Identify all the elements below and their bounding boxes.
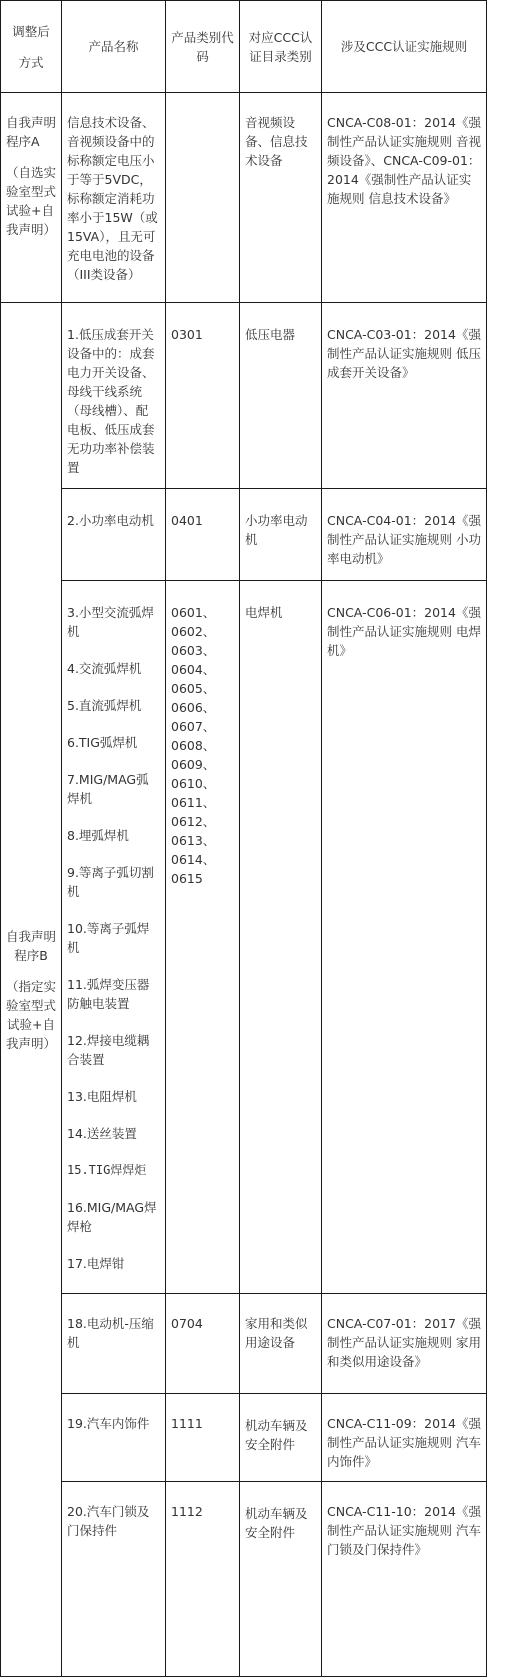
product-item: 5.直流弧焊机 — [67, 698, 142, 713]
code-item: 0610、 — [171, 776, 216, 791]
rule-cell: CNCA-C11-09：2014《强制性产品认证实施规则 汽车内饰件》 — [322, 1394, 487, 1482]
code-item: 0609、 — [171, 757, 216, 772]
mode-b-title: 自我声明程序B — [6, 928, 57, 963]
product-item: 17.电焊钳 — [67, 1256, 125, 1271]
code-item: 0607、 — [171, 719, 216, 734]
header-ccc-rule: 涉及CCC认证实施规则 — [322, 1, 487, 93]
category-cell: 低压电器 — [240, 303, 322, 489]
product-cell: 信息技术设备、音视频设备中的标称额定电压小于等于5VDC，标称额定消耗功率小于15W（或15VA），且无可充电电池的设备（III类设备） — [62, 93, 166, 303]
product-item: 13.电阻焊机 — [67, 1089, 137, 1104]
category-cell: 音视频设备、信息技术设备 — [240, 93, 322, 303]
product-item: 14.送丝装置 — [67, 1126, 137, 1141]
header-mode — [1, 1, 62, 93]
table-row — [1, 581, 487, 1294]
product-cell: 2.小功率电动机 — [62, 489, 166, 581]
rule-cell: CNCA-C08-01：2014《强制性产品认证实施规则 音视频设备》、CNCA-C09-01：2014《强制性产品认证实施规则 信息技术设备》 — [322, 93, 487, 303]
header-mode-line-1: 调整后 — [12, 23, 50, 39]
code-cell: 1112 — [166, 1482, 240, 1677]
code-item: 0612、 — [171, 814, 216, 829]
code-cell: 1111 — [166, 1394, 240, 1482]
table-row — [1, 1394, 487, 1482]
header-product-code: 产品类别代码 — [166, 1, 240, 93]
product-item: 12.焊接电缆耦合装置 — [67, 1033, 150, 1067]
category-cell: 机动车辆及安全附件 — [240, 1482, 322, 1677]
rule-cell: CNCA-C04-01：2014《强制性产品认证实施规则 小功率电动机》 — [322, 489, 487, 581]
code-item: 0611、 — [171, 795, 216, 810]
header-product-name: 产品名称 — [62, 1, 166, 93]
table-row — [1, 1294, 487, 1394]
mode-cell-b — [1, 303, 62, 1677]
code-item: 0614、 — [171, 852, 216, 867]
table-header-row — [1, 1, 487, 93]
product-item: 7.MIG/MAG弧焊机 — [67, 772, 149, 806]
table-row — [1, 303, 487, 489]
code-item: 0604、 — [171, 662, 216, 677]
category-cell: 小功率电动机 — [240, 489, 322, 581]
product-item: 16.MIG/MAG焊焊枪 — [67, 1200, 157, 1234]
product-item: 10.等离子弧焊机 — [67, 921, 150, 955]
rule-cell: CNCA-C07-01：2017《强制性产品认证实施规则 家用和类似用途设备》 — [322, 1294, 487, 1394]
mode-a-title: 自我声明程序A — [6, 115, 57, 149]
code-cell — [166, 581, 240, 1294]
table-row — [1, 489, 487, 581]
code-cell — [166, 93, 240, 303]
product-cell: 18.电动机-压缩机 — [62, 1294, 166, 1394]
product-item: 11.弧焊变压器防触电装置 — [67, 977, 150, 1011]
category-cell: 机动车辆及安全附件 — [240, 1394, 322, 1482]
header-mode-line-2: 方式 — [18, 54, 44, 70]
product-item: 4.交流弧焊机 — [67, 661, 142, 676]
code-item: 0603、 — [171, 643, 216, 658]
product-item: 9.等离子弧切割机 — [67, 865, 154, 899]
code-item: 0601、 — [171, 605, 216, 620]
product-item: 15.TIG焊焊炬 — [67, 1163, 147, 1177]
product-item: 8.埋弧焊机 — [67, 828, 129, 843]
rule-cell: CNCA-C06-01：2014《强制性产品认证实施规则 电焊机》 — [322, 581, 487, 1294]
category-cell: 家用和类似用途设备 — [240, 1294, 322, 1394]
mode-a-desc: （自选实验室型式试验+自我声明） — [6, 165, 57, 237]
product-cell: 1.低压成套开关设备中的：成套电力开关设备、母线干线系统（母线槽）、配电板、低压成套无功功率补偿装置 — [62, 303, 166, 489]
category-cell: 电焊机 — [240, 581, 322, 1294]
table-row — [1, 1482, 487, 1677]
table-row — [1, 93, 487, 303]
code-item: 0606、 — [171, 700, 216, 715]
rule-cell: CNCA-C11-10：2014《强制性产品认证实施规则 汽车门锁及门保持件》 — [322, 1482, 487, 1677]
product-cell: 19.汽车内饰件 — [62, 1394, 166, 1482]
mode-b-desc: （指定实验室型式试验+自我声明） — [6, 978, 57, 1051]
code-item: 0615 — [171, 871, 203, 886]
code-item: 0602、 — [171, 624, 216, 639]
code-item: 0605、 — [171, 681, 216, 696]
rule-cell: CNCA-C03-01：2014《强制性产品认证实施规则 低压成套开关设备》 — [322, 303, 487, 489]
product-item: 3.小型交流弧焊机 — [67, 605, 154, 639]
mode-cell-a — [1, 93, 62, 303]
code-cell: 0401 — [166, 489, 240, 581]
code-cell: 0704 — [166, 1294, 240, 1394]
header-ccc-category: 对应CCC认证目录类别 — [240, 1, 322, 93]
product-cell — [62, 581, 166, 1294]
code-cell: 0301 — [166, 303, 240, 489]
code-item: 0608、 — [171, 738, 216, 753]
product-item: 6.TIG弧焊机 — [67, 735, 138, 750]
product-cell: 20.汽车门锁及门保持件 — [62, 1482, 166, 1677]
code-item: 0613、 — [171, 833, 216, 848]
